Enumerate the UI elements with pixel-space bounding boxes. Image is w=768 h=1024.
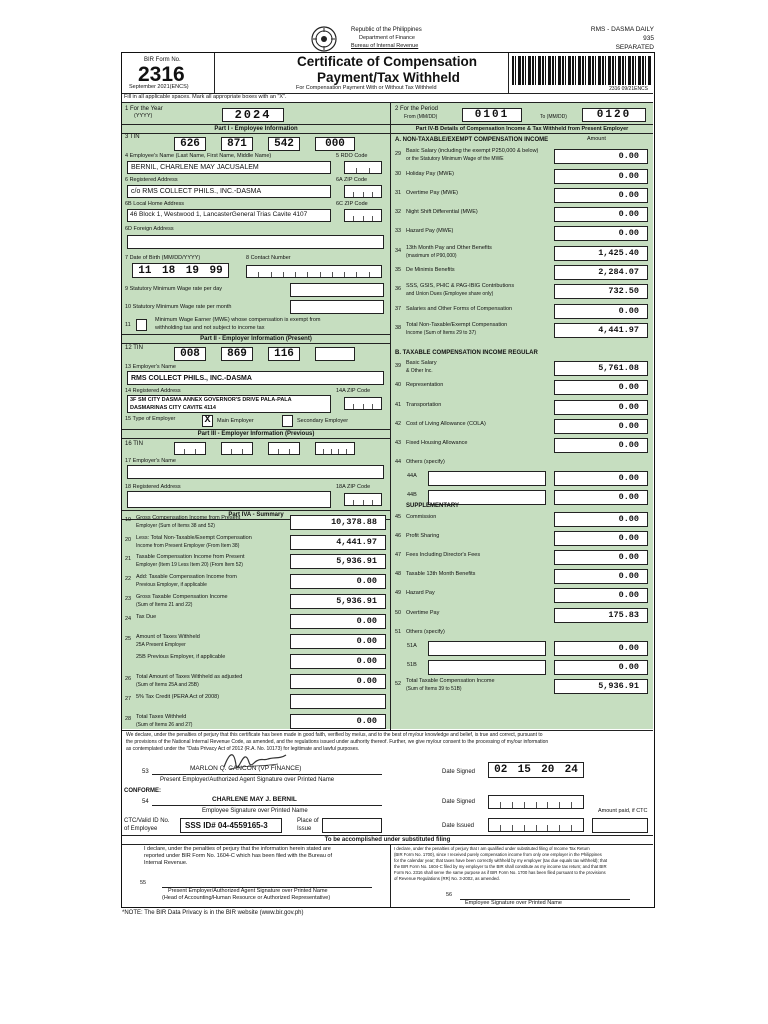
employer-type-label: 15 Type of Employer [125, 416, 176, 422]
employer-address-line-1: 3F SM CITY DASMA ANNEX GOVERNOR'S DRIVE PALA-PALA [130, 397, 292, 403]
prev-tin-part-2[interactable] [221, 442, 253, 455]
prev-employer-tin-label: 16 TIN [125, 441, 143, 447]
employer-tin-part-3[interactable]: 116 [268, 347, 300, 361]
summary-item-sublabel: (Sum of Items 25A and 25B) [136, 682, 199, 688]
detail-item-number: 42 [395, 421, 402, 427]
detail-item-label: SSS, GSIS, PHIC & PAG-IBIG Contributions [406, 283, 515, 289]
detail-amount-field[interactable]: 5,761.08 [554, 361, 648, 376]
zip-6a-label: 6A ZIP Code [336, 177, 368, 183]
detail-item-number: 45 [395, 514, 402, 520]
detail-item-number: 37 [395, 306, 402, 312]
detail-item-label: Overtime Pay [406, 610, 440, 616]
detail-amount-field[interactable]: 0.00 [554, 380, 648, 395]
summary-item-label: Tax Due [136, 614, 157, 620]
instruction-line: Fill in all applicable spaces. Mark all appropriate boxes with an "X". [124, 94, 287, 100]
detail-item-number: 52 [395, 681, 402, 687]
detail-amount-field[interactable]: 0.00 [554, 641, 648, 656]
min-wage-day-field[interactable] [290, 283, 384, 297]
detail-item-label: Hazard Pay [406, 590, 435, 596]
employee-date-signed-field[interactable] [488, 795, 584, 809]
detail-item-label: Cost of Living Allowance (COLA) [406, 421, 486, 427]
tin-part-2[interactable]: 871 [221, 137, 253, 151]
declaration-text-3: as contemplated under the "Data Privacy Act of 2012 (R.A. No. 10173) for legitimate and lawful purposes. [126, 746, 360, 752]
right-declaration-4: the BIR Form No. 1604-C filed by my employer to the BIR shall constitute as my income tax return; and that BIR [394, 864, 607, 869]
form-date: September 2021(ENCS) [129, 84, 189, 90]
summary-item-label: 5% Tax Credit (PERA Act of 2008) [136, 694, 220, 700]
amount-paid-label: Amount paid, if CTC [598, 808, 648, 814]
period-label: 2 For the Period [395, 106, 439, 112]
detail-item-number: 44B [407, 492, 417, 498]
mwe-text-2: withholding tax and not subject to income tax [155, 325, 265, 331]
detail-specify-field[interactable] [428, 660, 546, 675]
employer-name-field[interactable] [127, 371, 384, 385]
summary-item-number: 20 [125, 537, 132, 543]
summary-amount-field[interactable]: 10,378.88 [290, 515, 386, 530]
summary-item-number: 28 [125, 716, 132, 722]
summary-item-label: Total Amount of Taxes Withheld as adjusted [136, 674, 243, 680]
detail-amount-field[interactable]: 5,936.91 [554, 679, 648, 694]
detail-amount-field[interactable]: 0.00 [554, 226, 648, 241]
detail-item-number: 30 [395, 171, 402, 177]
barcode [512, 56, 652, 85]
detail-item-number: 31 [395, 190, 402, 196]
detail-item-number: 51A [407, 643, 417, 649]
declaration-text-1: We declare, under the penalties of perjury that this certificate has been made in good faith, verified by me/us, and to the best of my/our knowledge and belief, is true and correct, pursuant to [126, 732, 543, 738]
prev-tin-part-1[interactable] [174, 442, 206, 455]
detail-item-number: 44 [395, 459, 402, 465]
form-title-line-2: Payment/Tax Withheld [317, 70, 460, 85]
period-from-label: From (MM/DD) [404, 114, 438, 120]
left-declaration-3: Internal Revenue. [144, 860, 188, 866]
summary-item-number: 27 [125, 696, 132, 702]
mwe-number: 11 [125, 322, 131, 328]
prev-tin-part-3[interactable] [268, 442, 300, 455]
stamp-line-1: RMS - DASMA DAILY [590, 26, 654, 33]
summary-amount-field[interactable] [290, 694, 386, 709]
birth-date-field[interactable] [132, 263, 229, 278]
detail-item-number: 43 [395, 440, 402, 446]
min-wage-day-label: 9 Statutory Minimum Wage rate per day [125, 286, 223, 292]
barcode-code: 2316 09/21ENCS [609, 86, 648, 92]
part3-title: Part III - Employer Information (Previous) [122, 429, 390, 439]
detail-item-label: Hazard Pay (MWE) [406, 228, 454, 234]
detail-item-label: Others (specify) [406, 629, 445, 635]
summary-item-label: Taxable Compensation Income from Present [136, 554, 245, 560]
min-wage-month-field[interactable] [290, 300, 384, 314]
prev-employer-name-label: 17 Employer's Name [125, 458, 176, 464]
right-declaration-6: of Revenue Regulations (RR) No. 3-2002, as amended. [394, 876, 500, 881]
detail-item-label: 13th Month Pay and Other Benefits [406, 245, 492, 251]
detail-amount-field[interactable]: 0.00 [554, 149, 648, 164]
tin-label: 3 TIN [125, 134, 140, 140]
contact-number-label: 8 Contact Number [246, 255, 291, 261]
right-declaration-1: I declare, under the penalties of perjury that I am qualified under substituted filing of Income Tax Return [394, 846, 590, 851]
zip-18a-field[interactable] [344, 493, 382, 506]
zip-14a-field[interactable] [344, 397, 382, 410]
detail-item-sublabel: (Sum of Items 39 to 51B) [406, 686, 462, 692]
birth-date-label: 7 Date of Birth (MM/DD/YYYY) [125, 255, 201, 261]
employer-signatory-name: MARLON Q. CANCON (VP FINANCE) [190, 765, 302, 772]
stamp-line-2: 935 [643, 35, 654, 42]
prev-employer-name-field[interactable] [127, 465, 384, 479]
summary-amount-field[interactable]: 0.00 [290, 634, 386, 649]
detail-item-number: 35 [395, 267, 402, 273]
substituted-filing-title: To be accomplished under substituted filing [122, 835, 653, 845]
prev-employer-address-label: 18 Registered Address [125, 484, 181, 490]
summary-item-number: 22 [125, 576, 132, 582]
bir-privacy-note: *NOTE: The BIR Data Privacy is in the BIR website (www.bir.gov.ph) [122, 910, 304, 916]
ctc-label-1: CTC/Valid ID No. [124, 818, 170, 824]
summary-item-sublabel: Previous Employer, if applicable [136, 582, 207, 588]
conforme-label: CONFORME: [124, 788, 161, 794]
detail-amount-field[interactable]: 0.00 [554, 550, 648, 565]
detail-amount-field[interactable]: 4,441.97 [554, 323, 648, 338]
detail-item-label: Profit Sharing [406, 533, 440, 539]
detail-item-sublabel: or the Statutory Minimum Wage of the MWE [406, 156, 504, 162]
birth-day: 18 [162, 264, 176, 277]
employer-tin-label: 12 TIN [125, 345, 143, 351]
form-number: 2316 [138, 63, 185, 86]
detail-item-label: Taxable 13th Month Benefits [406, 571, 476, 577]
detail-amount-field[interactable]: 1,425.40 [554, 246, 648, 261]
item-53-number: 53 [142, 769, 149, 775]
detail-item-label: Total Non-Taxable/Exempt Compensation [406, 322, 508, 328]
prev-employer-address-field[interactable] [127, 491, 331, 508]
detail-item-label: Total Taxable Compensation Income [406, 678, 495, 684]
detail-item-number: 32 [395, 209, 402, 215]
tin-part-3[interactable]: 542 [268, 137, 300, 151]
right-caption: Employee Signature over Printed Name [465, 900, 562, 906]
detail-item-number: 48 [395, 571, 402, 577]
detail-item-sublabel: & Other Inc. [406, 368, 433, 374]
date-signed-label-2: Date Signed [442, 799, 476, 805]
date-signed-label: Date Signed [442, 769, 476, 775]
ctc-label-2: of Employee [124, 826, 158, 832]
place-of-issue-label-1: Place of [297, 818, 319, 824]
summary-item-label: Amount of Taxes Withheld [136, 634, 200, 640]
detail-amount-field[interactable]: 0.00 [554, 512, 648, 527]
employee-sig-caption: Employee Signature over Printed Name [202, 808, 308, 814]
section-a-title: A. NON-TAXABLE/EXEMPT COMPENSATION INCOME [395, 137, 549, 143]
detail-item-label: Fees Including Director's Fees [406, 552, 481, 558]
summary-amount-field[interactable]: 0.00 [290, 574, 386, 589]
bureau-line: Bureau of Internal Revenue [351, 43, 419, 49]
detail-amount-field[interactable]: 0.00 [554, 471, 648, 486]
detail-item-label: Overtime Pay (MWE) [406, 190, 458, 196]
part2-title: Part II - Employer Information (Present) [122, 334, 390, 344]
left-declaration-1: I declare, under the penalties of perjury that the information herein stated are [144, 846, 331, 852]
detail-item-label: Others (specify) [406, 459, 445, 465]
detail-item-number: 41 [395, 402, 402, 408]
part1-title: Part I - Employee Information [122, 124, 390, 134]
zip-18a-label: 18A ZIP Code [336, 484, 371, 490]
employer-address-line-2: DASMARINAS CITY CAVITE 4114 [130, 405, 216, 411]
detail-item-sublabel: Income (Sum of Items 29 to 37) [406, 330, 477, 336]
zip-6a-field[interactable] [344, 185, 382, 198]
detail-item-number: 46 [395, 533, 402, 539]
summary-item-sublabel: (Sum of Items 26 and 27) [136, 722, 193, 728]
detail-amount-field[interactable]: 732.50 [554, 284, 648, 299]
employer-sig-caption: Present Employer/Authorized Agent Signature over Printed Name [160, 777, 335, 783]
employee-name-label: 4 Employee's Name (Last Name, First Name, Middle Name) [125, 153, 272, 159]
summary-item-sublabel: Income from Present Employer (From Item 38) [136, 543, 240, 549]
detail-item-sublabel: and Union Dues (Employee share only) [406, 291, 494, 297]
summary-amount-field[interactable]: 0.00 [290, 714, 386, 729]
detail-item-number: 38 [395, 325, 402, 331]
detail-amount-field[interactable]: 0.00 [554, 438, 648, 453]
detail-item-number: 33 [395, 228, 402, 234]
summary-amount-field[interactable]: 0.00 [290, 614, 386, 629]
detail-item-number: 44A [407, 473, 417, 479]
detail-item-label: Fixed Housing Allowance [406, 440, 468, 446]
detail-amount-field[interactable]: 0.00 [554, 588, 648, 603]
employee-name-field[interactable] [127, 161, 331, 174]
rdo-code-field[interactable] [344, 161, 382, 174]
detail-specify-field[interactable] [428, 641, 546, 656]
stamp-line-3: SEPARATED [615, 44, 654, 51]
detail-amount-field[interactable]: 0.00 [554, 531, 648, 546]
date-signed-year-2: 24 [564, 764, 578, 776]
summary-item-number: 19 [125, 517, 132, 523]
detail-item-number: 47 [395, 552, 402, 558]
left-caption-1: Present Employer/Authorized Agent Signature over Printed Name [168, 888, 328, 894]
summary-item-number: 26 [125, 676, 132, 682]
date-issued-field[interactable] [488, 818, 584, 832]
summary-amount-field[interactable]: 5,936.91 [290, 554, 386, 569]
item-56-number: 56 [446, 892, 453, 898]
right-declaration-3: for the calendar year; that taxes have been correctly withheld by my employer (tax due equals tax withheld); that [394, 858, 608, 863]
birth-year-1: 19 [185, 264, 199, 277]
summary-item-sublabel: 25A Present Employer [136, 642, 186, 648]
summary-item-label: Less: Total Non-Taxable/Exempt Compensation [136, 535, 252, 541]
employer-address-field[interactable] [127, 395, 331, 413]
summary-item-sublabel: Employer (Sum of Items 38 and 52) [136, 523, 215, 529]
prev-tin-part-4[interactable] [315, 442, 355, 455]
employee-name-value: BERNIL, CHARLENE MAY JACUSALEM [131, 164, 259, 171]
summary-item-label: Gross Compensation Income from Present [136, 515, 241, 521]
summary-amount-field[interactable]: 4,441.97 [290, 535, 386, 550]
detail-item-label: Salaries and Other Forms of Compensation [406, 306, 513, 312]
employee-signatory-name: CHARLENE MAY J. BERNIL [212, 796, 297, 803]
tin-part-1[interactable]: 626 [174, 137, 206, 151]
summary-item-number: 21 [125, 556, 132, 562]
summary-item-number: 23 [125, 596, 132, 602]
item-55-number: 55 [140, 880, 147, 886]
registered-address-field[interactable] [127, 185, 331, 198]
right-declaration-2: (BIR Form No. 1700), since I received purely compensation income from only one employer in the Philippines [394, 852, 602, 857]
summary-item-label: 25B Previous Employer, if applicable [136, 654, 226, 660]
summary-amount-field[interactable]: 0.00 [290, 674, 386, 689]
zip-6c-field[interactable] [344, 209, 382, 222]
detail-item-label: Representation [406, 382, 444, 388]
zip-14a-label: 14A ZIP Code [336, 388, 371, 394]
mwe-checkbox[interactable] [136, 319, 147, 331]
employer-name-value: RMS COLLECT PHILS., INC.-DASMA [131, 375, 252, 382]
detail-item-number: 49 [395, 590, 402, 596]
registered-address-label: 6 Registered Address [125, 177, 178, 183]
amount-header: Amount [587, 136, 606, 142]
detail-item-number: 29 [395, 151, 402, 157]
detail-amount-field[interactable]: 0.00 [554, 169, 648, 184]
declaration-text-2: the provisions of the National Internal Revenue Code, as amended, and the regulations issued under authority thereof. Further, we give my/our consent to the processing of my/our information [126, 739, 549, 745]
detail-item-label: Basic Salary [406, 360, 437, 366]
home-address-label: 6B Local Home Address [125, 201, 185, 207]
detail-specify-field[interactable] [428, 471, 546, 486]
mwe-text-1: Minimum Wage Earner (MWE) whose compensation is exempt from [155, 317, 321, 323]
date-signed-field[interactable] [488, 762, 584, 778]
contact-number-field[interactable] [246, 265, 382, 278]
year-label: 1 For the Year [125, 106, 163, 112]
date-signed-year-1: 20 [541, 764, 555, 776]
secondary-employer-checkbox[interactable] [282, 415, 293, 427]
summary-amount-field[interactable]: 0.00 [290, 654, 386, 669]
summary-amount-field[interactable]: 5,936.91 [290, 594, 386, 609]
ctc-id-field[interactable]: SSS ID# 04-4559165-3 [180, 818, 282, 833]
foreign-address-field[interactable] [127, 235, 384, 249]
employer-tin-part-4[interactable] [315, 347, 355, 361]
detail-item-label: Night Shift Differential (MWE) [406, 209, 478, 215]
detail-amount-field[interactable]: 2,284.07 [554, 265, 648, 280]
place-of-issue-label-2: Issue [297, 826, 312, 832]
detail-amount-field[interactable]: 0.00 [554, 400, 648, 415]
detail-item-sublabel: (maximum of P90,000) [406, 253, 457, 259]
employer-address-label: 14 Registered Address [125, 388, 181, 394]
summary-item-label: Total Taxes Withheld [136, 714, 187, 720]
detail-item-label: Commission [406, 514, 437, 520]
detail-item-label: Transportation [406, 402, 442, 408]
date-signed-month: 02 [494, 764, 508, 776]
bir-form-no-label: BIR Form No. [144, 57, 181, 63]
zip-6c-label: 6C ZIP Code [336, 201, 368, 207]
tin-part-4[interactable]: 000 [315, 137, 355, 151]
bir-form-2316 [121, 52, 655, 908]
left-caption-2: (Head of Accounting/Human Resource or Authorized Representative) [162, 895, 331, 901]
part4b-title: Part IV-B Details of Compensation Income & Tax Withheld from Present Employer [391, 124, 653, 134]
rdo-code-label: 5 RDO Code [336, 153, 368, 159]
home-address-field[interactable] [127, 209, 331, 222]
period-to-label: To (MM/DD) [540, 114, 567, 120]
left-declaration-2: reported under BIR Form No. 1604-C which has been filed with the Bureau of [144, 853, 333, 859]
main-employer-label: Main Employer [217, 418, 254, 424]
summary-item-number: 25 [125, 636, 132, 642]
employer-tin-part-1[interactable]: 008 [174, 347, 206, 361]
detail-amount-field[interactable]: 0.00 [554, 419, 648, 434]
employer-tin-part-2[interactable]: 869 [221, 347, 253, 361]
detail-item-label: Holiday Pay (MWE) [406, 171, 454, 177]
detail-item-label: De Minimis Benefits [406, 267, 455, 273]
summary-item-sublabel: Employer (Item 19 Less Item 20) (From Item 52) [136, 562, 243, 568]
form-subtitle: For Compensation Payment With or Without Tax Withheld [296, 85, 437, 91]
detail-amount-field[interactable]: 0.00 [554, 569, 648, 584]
detail-item-label: Basic Salary (including the exempt P250,000 & below) [406, 148, 539, 154]
detail-item-number: 36 [395, 286, 402, 292]
summary-item-label: Gross Taxable Compensation Income [136, 594, 228, 600]
bir-seal [311, 26, 337, 52]
detail-amount-field[interactable]: 0.00 [554, 207, 648, 222]
birth-month: 11 [138, 264, 152, 277]
year-field[interactable]: 2024 [222, 108, 284, 122]
detail-item-number: 51B [407, 662, 417, 668]
detail-item-number: 50 [395, 610, 402, 616]
summary-title: Part IVA - Summary [122, 510, 390, 520]
detail-amount-field[interactable]: 0.00 [554, 490, 648, 505]
republic-line: Republic of the Philippines [351, 27, 422, 33]
detail-amount-field[interactable]: 0.00 [554, 304, 648, 319]
year-sublabel: (YYYY) [134, 113, 153, 119]
summary-item-sublabel: (Sum of Items 21 and 22) [136, 602, 193, 608]
date-signed-day: 15 [517, 764, 531, 776]
section-b-title: B. TAXABLE COMPENSATION INCOME REGULAR [395, 350, 538, 356]
detail-item-number: 40 [395, 382, 402, 388]
period-to-field[interactable]: 0120 [582, 108, 646, 122]
detail-amount-field[interactable]: 0.00 [554, 188, 648, 203]
main-employer-checkbox[interactable]: X [202, 415, 213, 427]
birth-year-2: 99 [209, 264, 223, 277]
detail-amount-field[interactable]: 175.83 [554, 608, 648, 623]
detail-amount-field[interactable]: 0.00 [554, 660, 648, 675]
secondary-employer-label: Secondary Employer [297, 418, 349, 424]
form-title-line-1: Certificate of Compensation [297, 54, 478, 69]
period-from-field[interactable]: 0101 [462, 108, 522, 122]
detail-item-number: 39 [395, 363, 402, 369]
home-address-value: 46 Block 1, Westwood 1, LancasterGeneral Trias Cavite 4107 [130, 211, 308, 218]
min-wage-month-label: 10 Statutory Minimum Wage rate per month [125, 304, 232, 310]
place-of-issue-field[interactable] [322, 818, 382, 833]
supplementary-title: SUPPLEMENTARY [406, 503, 460, 509]
detail-item-number: 51 [395, 629, 402, 635]
employer-name-label: 13 Employer's Name [125, 364, 176, 370]
foreign-address-label: 6D Foreign Address [125, 226, 174, 232]
detail-item-number: 34 [395, 248, 402, 254]
registered-address-value: c/o RMS COLLECT PHILS., INC.-DASMA [131, 188, 262, 195]
summary-item-label: Add: Taxable Compensation Income from [136, 574, 237, 580]
item-54-number: 54 [142, 799, 149, 805]
summary-item-number: 24 [125, 616, 132, 622]
department-line: Department of Finance [359, 35, 415, 41]
date-issued-label: Date Issued [442, 823, 475, 829]
right-declaration-5: Form No. 2316 shall serve the same purpose as if BIR Form No. 1700 has been filed pursuant to the provisions [394, 870, 606, 875]
amount-paid-field[interactable] [592, 818, 648, 833]
declaration-block [122, 731, 653, 753]
